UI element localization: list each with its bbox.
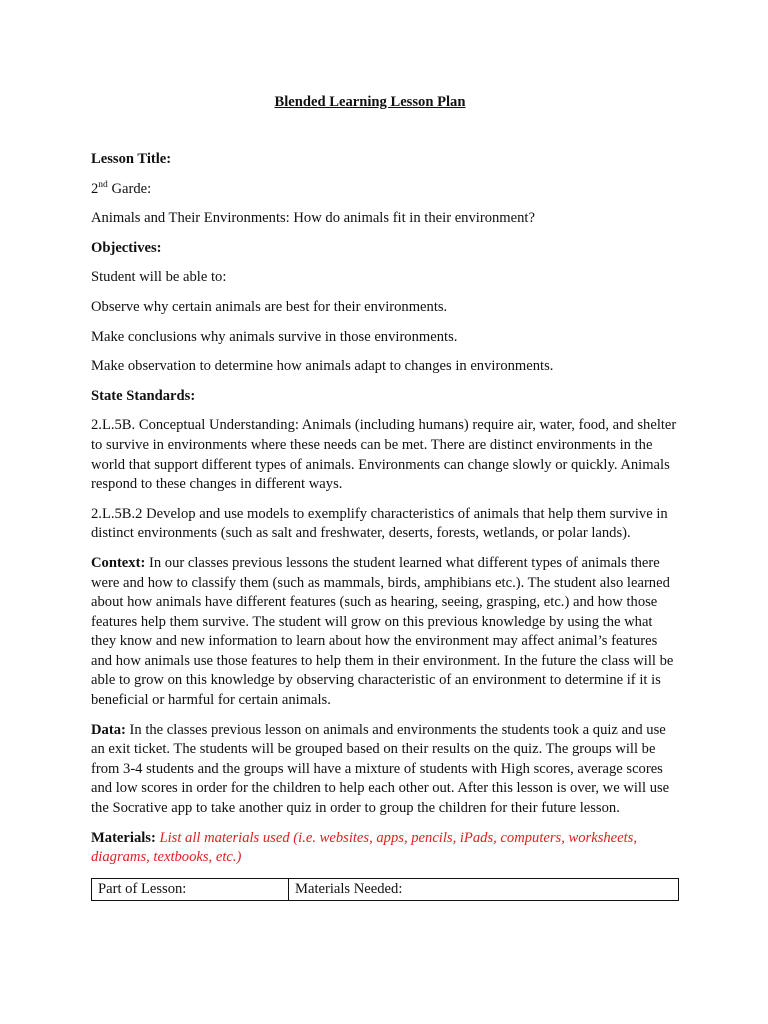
grade-suffix: nd — [98, 179, 108, 190]
data-text: In the classes previous lesson on animals and environments the students took a quiz and use an exit ticket. The students will be grouped based on their results on the quiz. The groups will be from 3-4 students and the groups will have a mixture of students with High scores, average scores and low scores in order for the children to help each other out. After this lesson is over, we will use the Socrative app to take another quiz in order to group the children for their future lesson. — [91, 721, 670, 817]
document-body — [91, 150, 681, 901]
objective-item: Make conclusions why animals survive in those environments. — [91, 328, 458, 345]
context-paragraph — [91, 554, 681, 711]
grade-line — [91, 180, 681, 200]
document-title: Blended Learning Lesson Plan — [274, 94, 466, 110]
table-header-materials: Materials Needed: — [289, 878, 679, 901]
lesson-name: Animals and Their Environments: How do animals fit in their environment? — [91, 210, 535, 227]
materials-instruction: List all materials used (i.e. websites, apps, pencils, iPads, computers, worksheets, diagrams, textbooks, etc.) — [91, 829, 638, 866]
standard-paragraph: 2.L.5B. Conceptual Understanding: Animals (including humans) require air, water, food, and shelter to survive in environments where these needs can be met. There are distinct environments in the world that support different types of animals. Environments can change slowly or quickly. Animals respond to these changes in different ways. — [91, 417, 677, 493]
standard-paragraph: 2.L.5B.2 Develop and use models to exemplify characteristics of animals that help them survive in distinct environments (such as salt and freshwater, deserts, forests, wetlands, or polar lands). — [91, 505, 668, 542]
lesson-title-heading: Lesson Title: — [91, 151, 172, 167]
data-paragraph — [91, 721, 681, 819]
objective-item: Observe why certain animals are best for their environments. — [91, 298, 448, 315]
materials-table — [91, 878, 679, 902]
grade-rest: Garde: — [107, 180, 152, 197]
materials-heading: Materials: — [91, 829, 156, 846]
objective-item: Make observation to determine how animals adapt to changes in environments. — [91, 358, 554, 375]
objective-item: Student will be able to: — [91, 269, 227, 286]
grade-number: 2 — [91, 180, 99, 197]
table-header-row — [92, 878, 679, 901]
table-header-part: Part of Lesson: — [92, 878, 289, 901]
objectives-heading: Objectives: — [91, 239, 162, 256]
context-text: In our classes previous lessons the student learned what different types of animals there were and how to classify them (such as mammals, birds, amphibians etc.). The student also learned about how animals have different features (such as hearing, seeing, grasping, etc.) and how those features help them survive. The student will grow on this previous knowledge by using the what they know and new information to learn about how the environment may affect animal’s features and how animals use those features to help them in their environment. In the future the class will be able to grow on this knowledge by observing characteristic of an environment to determine if it is beneficial or harmful for certain animals. — [91, 554, 674, 709]
context-heading: Context: — [91, 554, 146, 571]
standards-heading: State Standards: — [91, 387, 196, 404]
data-heading: Data: — [91, 721, 126, 738]
materials-paragraph — [91, 829, 681, 868]
